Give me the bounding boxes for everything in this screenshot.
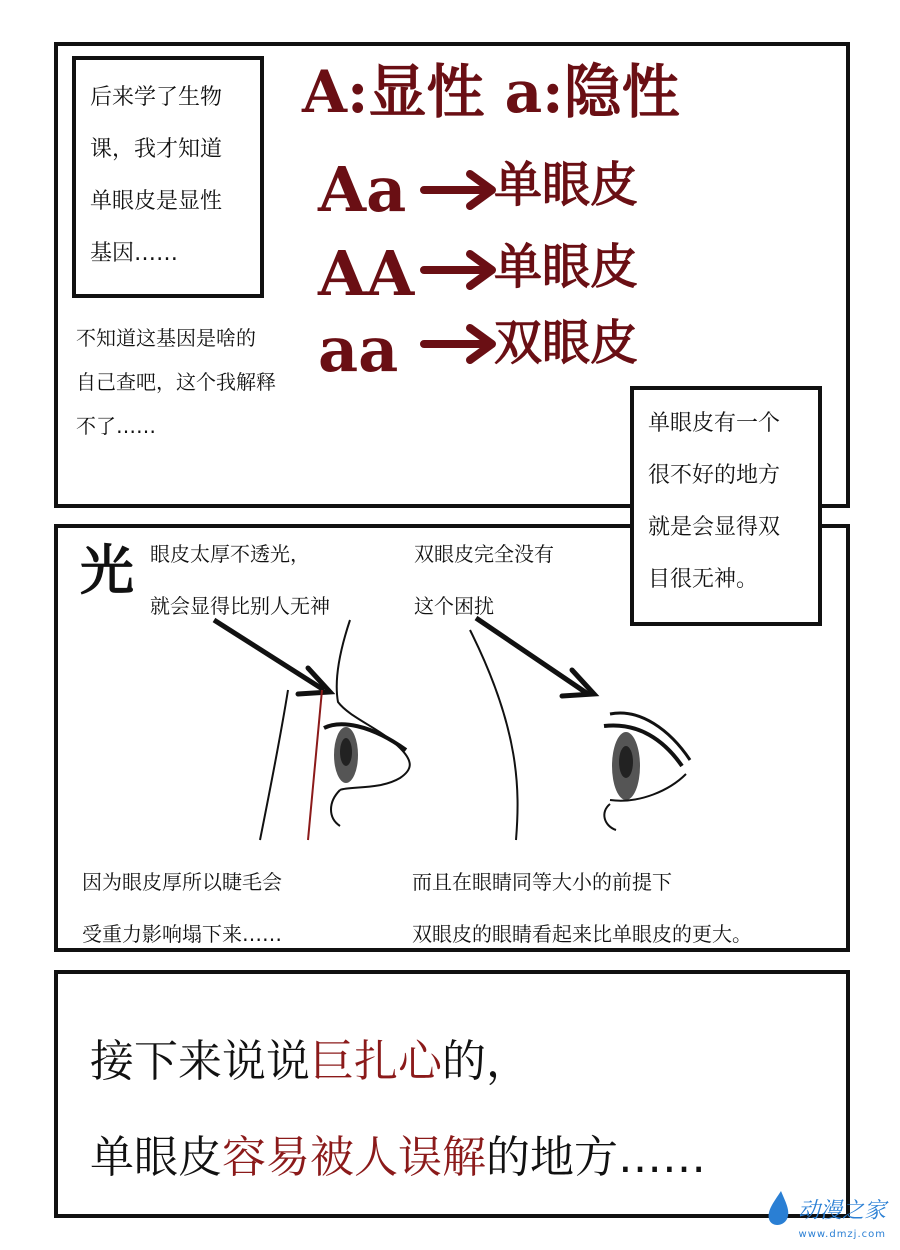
caption-bigger-eyes: 而且在眼睛同等大小的前提下 双眼皮的眼睛看起来比单眼皮的更大。 — [412, 870, 752, 946]
next-line-2-a: 单眼皮 — [90, 1132, 222, 1183]
phenotype-single-2: 单眼皮 — [494, 239, 639, 295]
arrow-icon — [420, 248, 500, 292]
next-line-2 — [90, 1126, 706, 1190]
callout-text-dull: 单眼皮有一个 很不好的地方 就是会显得双 目很无神。 — [648, 411, 781, 592]
next-line-1-highlight: 巨扎心 — [310, 1036, 442, 1087]
watermark-url: www.dmzj.com — [798, 1229, 886, 1240]
single-eyelid-illustration — [200, 590, 440, 860]
text-double-lid: 双眼皮完全没有 这个困扰 — [414, 542, 554, 618]
text-thick-lid: 眼皮太厚不透光， 就会显得比别人无神 — [150, 542, 330, 618]
genotype-Aa: Aa — [318, 153, 407, 226]
next-line-2-highlight: 容易被人误解 — [222, 1132, 486, 1183]
watermark-name: 动漫之家 — [797, 1198, 886, 1224]
phenotype-double: 双眼皮 — [494, 315, 639, 371]
arrow-icon — [420, 322, 500, 366]
genetics-legend: A:显性 a:隐性 — [302, 58, 680, 126]
light-glyph: 光 — [80, 538, 134, 602]
next-line-1-a: 接下来说说 — [90, 1036, 310, 1087]
caption-lashes: 因为眼皮厚所以睫毛会 受重力影响塌下来…… — [82, 870, 282, 946]
next-line-2-c: 的地方…… — [486, 1132, 706, 1183]
phenotype-single-1: 单眼皮 — [494, 157, 639, 213]
genotype-AA: AA — [318, 237, 415, 310]
note-text-gene: 不知道这基因是啥的 自己查吧，这个我解释 不了…… — [76, 326, 276, 438]
narration-text-biology: 后来学了生物 课，我才知道 单眼皮是显性 基因…… — [90, 85, 223, 266]
arrow-icon — [420, 168, 500, 212]
next-line-1-c: 的， — [442, 1036, 530, 1087]
panel-next — [54, 970, 850, 1218]
drop-logo-icon — [763, 1189, 793, 1229]
narration-box-biology — [72, 56, 264, 298]
watermark — [763, 1189, 886, 1240]
genotype-aa: aa — [318, 313, 399, 386]
double-eyelid-illustration — [460, 590, 720, 850]
next-line-1 — [90, 1030, 530, 1094]
